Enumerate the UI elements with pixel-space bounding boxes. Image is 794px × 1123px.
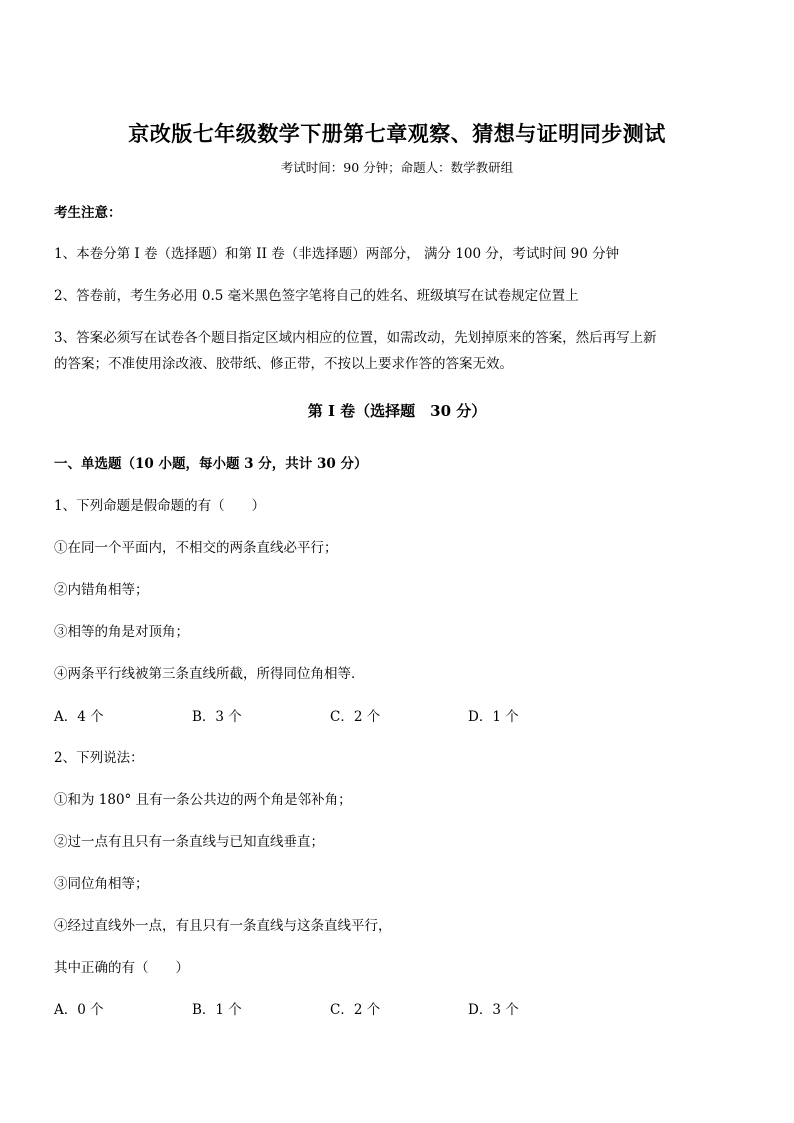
notice-item-3: 3、答案必须写在试卷各个题目指定区域内相应的位置，如需改动，先划掉原来的答案，然后再写上新 bbox=[54, 330, 657, 346]
question-1-statement-4: ④两条平行线被第三条直线所截，所得同位角相等． bbox=[54, 666, 365, 682]
notice-heading: 考生注意： bbox=[54, 205, 122, 221]
question-2-tail: 其中正确的有（ ） bbox=[54, 960, 189, 976]
question-1-statement-1: ①在同一个平面内，不相交的两条直线必平行； bbox=[54, 540, 338, 556]
question-1-stem: 1、下列命题是假命题的有（ ） bbox=[54, 498, 266, 514]
question-1-statement-2: ②内错角相等； bbox=[54, 582, 149, 598]
notice-item-1: 1、本卷分第 I 卷（选择题）和第 II 卷（非选择题）两部分， 满分 100 分，考试时间 90 分钟 bbox=[54, 246, 620, 262]
question-1-statement-3: ③相等的角是对顶角； bbox=[54, 624, 189, 640]
question-2-statement-4: ④经过直线外一点，有且只有一条直线与这条直线平行， bbox=[54, 918, 392, 934]
notice-item-2: 2、答卷前，考生务必用 0.5 毫米黑色签字笔将自己的姓名、班级填写在试卷规定位置上 bbox=[54, 288, 579, 304]
part-heading: 一、单选题（10 小题，每小题 3 分，共计 30 分） bbox=[54, 456, 368, 472]
notice-item-3-cont: 的答案；不准使用涂改液、胶带纸、修正带，不按以上要求作答的答案无效。 bbox=[54, 356, 513, 372]
question-2-stem: 2、下列说法： bbox=[54, 750, 144, 766]
question-2-statement-3: ③同位角相等； bbox=[54, 876, 149, 892]
question-2-option-b[interactable]: B．1 个 bbox=[192, 1002, 242, 1018]
question-2-statement-2: ②过一点有且只有一条直线与已知直线垂直； bbox=[54, 834, 324, 850]
question-2-statement-1: ①和为 180° 且有一条公共边的两个角是邻补角； bbox=[54, 792, 352, 808]
question-1-option-d[interactable]: D．1 个 bbox=[468, 709, 519, 725]
question-1-option-c[interactable]: C．2 个 bbox=[330, 709, 381, 725]
section-title: 第 I 卷（选择题 30 分） bbox=[307, 402, 487, 420]
question-2-option-d[interactable]: D．3 个 bbox=[468, 1002, 519, 1018]
question-1-option-a[interactable]: A．4 个 bbox=[54, 709, 104, 725]
exam-subtitle: 考试时间：90 分钟；命题人：数学教研组 bbox=[280, 160, 514, 175]
question-2-option-c[interactable]: C．2 个 bbox=[330, 1002, 381, 1018]
question-1-option-b[interactable]: B．3 个 bbox=[192, 709, 242, 725]
exam-title: 京改版七年级数学下册第七章观察、猜想与证明同步测试 bbox=[128, 121, 666, 146]
question-2-option-a[interactable]: A．0 个 bbox=[54, 1002, 104, 1018]
